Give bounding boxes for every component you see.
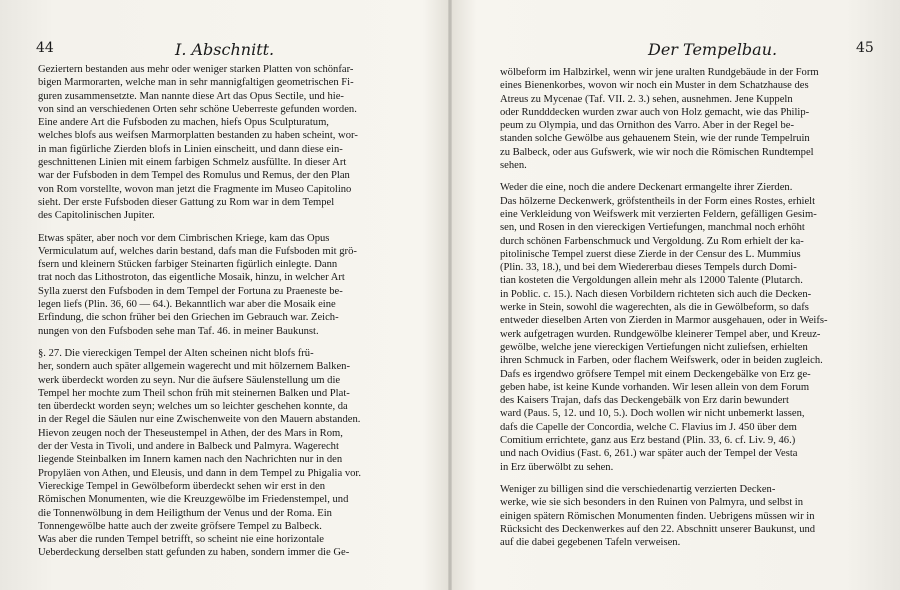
text-line: die Tonnenwölbung in dem Heiligthum der Venus und der Roma. Ein	[38, 507, 332, 519]
right-page	[452, 0, 900, 590]
text-line: liegende Steinbalken im Innern kamen nach den Nachrichten nur in den	[38, 454, 343, 466]
text-line: Erfindung, die schon früher bei den Griechen im Gebrauch war. Zeich-	[38, 312, 339, 324]
text-line: Dafs es irgendwo gröfsere Tempel mit einem Deckengebälke von Erz ge-	[500, 368, 811, 380]
text-line: Geziertern bestanden aus mehr oder weniger starken Platten von schönfar-	[38, 64, 354, 75]
text-line: sen, und Rosen in den viereckigen Vertiefungen, manchmal noch erhöht	[500, 222, 805, 234]
text-line: her, sondern auch später allgemein wagerecht und mit hölzernem Balken-	[38, 361, 350, 373]
text-line: Ueberdeckung derselben statt gefunden zu haben, sondern immer die Ge-	[38, 547, 350, 559]
text-line: nungen von den Fufsboden sehe man Taf. 46. in meiner Baukunst.	[38, 325, 319, 337]
text-line: (Plin. 33, 18.), und bei dem Wiedererbau dieses Tempels durch Domi-	[500, 262, 797, 274]
paragraph-gap	[38, 338, 406, 347]
text-line: einigen spätern Römischen Monumenten finden. Uebrigens müssen wir in	[500, 510, 815, 522]
text-line: Hievon zeugen noch der Theseustempel in Athen, der des Mars in Rom,	[38, 427, 343, 439]
paragraph-gap	[500, 172, 878, 181]
text-line: in man figürliche Zierden blofs in Linien einscheitt, und dann diese ein-	[38, 143, 343, 155]
text-line: Sylla zuerst den Fufsboden in dem Tempel der Fortuna zu Praeneste be-	[38, 285, 343, 297]
text-line: peum zu Olympia, und das Ornithon des Varro. Aber in der Regel be-	[500, 120, 795, 132]
text-line: trat noch das Lithostroton, das eigentliche Mosaik, hinzu, in welcher Art	[38, 272, 345, 284]
text-line: §. 27. Die viereckigen Tempel der Alten scheinen nicht blofs frü-	[38, 347, 314, 359]
text-line: in der Regel die Säulen nur eine Zwischenweite von den Mauern abstanden.	[38, 414, 361, 426]
text-line: geschnittenen Linien mit einem farbigen Schmelz ausfüllte. In dieser Art	[38, 157, 347, 169]
text-line: eine Verkleidung von Weifswerk mit verzierten Feldern, gefälligen Gesim-	[500, 208, 817, 220]
text-line: von sind an verschiedenen Orten sehr schöne Ueberreste gefunden worden.	[38, 103, 357, 115]
text-line: Vermiculatum auf, welches darin bestand, dafs man die Fufsboden mit grö-	[38, 245, 357, 257]
text-line: oder Rundddecken wurden zwar auch von Holz gemacht, wie das Philip-	[500, 106, 810, 118]
text-line: pitolinische Tempel zuerst diese Zierde in der Censur des L. Mummius	[500, 248, 801, 260]
text-line: des Capitolinischen Jupiter.	[38, 210, 155, 222]
text-line: werke in Stein, sowohl die wagerechten, als die in Gewölbeform, so dafs	[500, 302, 809, 314]
text-line: fsern und kleinern Stücken farbiger Steinarten figürlich einlegte. Dann	[38, 259, 338, 271]
text-line: in Poblic. c. 15.). Nach diesen Vorbildern richteten sich auch die Decken-	[500, 288, 812, 300]
text-line: standen solche Gewölbe aus gehauenem Stein, wie der runde Tempelruin	[500, 133, 810, 145]
text-line: werk aufgetragen wurden. Rundgewölbe kleinerer Tempel aber, und Kreuz-	[500, 328, 821, 340]
text-line: Comitium errichtete, ganz aus Erz bestand (Plin. 33, 6. cf. Liv. 9, 46.)	[500, 435, 796, 447]
right-page-text	[500, 66, 878, 549]
text-line: eines Bienenkorbes, wovon wir noch ein Muster in dem Schatzhause des	[500, 80, 809, 92]
text-line: von Rom vorstellte, wovon man jetzt die Fragmente im Museo Capitolino	[38, 183, 352, 195]
text-line: ward (Paus. 5, 12. und 10, 5.). Doch wollen wir nicht unbemerkt lassen,	[500, 408, 805, 420]
text-line: ihren Schmuck in Farben, oder flachem Weifswerk, oder in beiden zugleich.	[500, 355, 823, 367]
paragraph-gap	[38, 223, 406, 232]
text-line: Viereckige Tempel in Gewölbeform überdeckt sehen wir erst in den	[38, 480, 326, 492]
running-title: Der Tempelbau.	[648, 40, 778, 59]
text-line: dafs die Capelle der Concordia, welche C. Flavius im J. 450 über dem	[500, 421, 797, 433]
text-line: Weniger zu billigen sind die verschiedenartig verzierten Decken-	[500, 483, 776, 495]
text-line: auf die dabei gegebenen Tafeln verweisen.	[500, 537, 681, 549]
text-line: Römischen Monumenten, wie die Kreuzgewölbe im Friedenstempel, und	[38, 494, 349, 506]
text-line: Eine andere Art die Fufsboden zu machen, hiefs Opus Sculpturatum,	[38, 117, 329, 129]
text-line: in Erz überwölbt zu sehen.	[500, 461, 614, 473]
page-number-left: 44	[36, 40, 54, 56]
left-page	[0, 0, 448, 590]
text-line: wölbeform im Halbzirkel, wenn wir jene uralten Rundgebäude in der Form	[500, 67, 819, 78]
text-line: und nach Ovidius (Fast. 6, 261.) war später auch der Tempel der Vesta	[500, 448, 798, 460]
text-line: entweder dieselben Arten von Zierden in Marmor ausgehauen, oder in Weifs-	[500, 315, 828, 327]
text-line: Weder die eine, noch die andere Deckenart ermangelte ihrer Zierden.	[500, 182, 793, 194]
paragraph-gap	[500, 474, 878, 483]
text-line: war der Fufsboden in dem Tempel des Romulus und Remus, der den Plan	[38, 170, 350, 182]
text-line: sieht. Der erste Fufsboden dieser Gattung zu Rom war in dem Tempel	[38, 196, 335, 208]
left-page-text	[38, 63, 406, 560]
text-line: durch schönen Farbenschmuck und Vergoldung. Zu Rom erhielt der ka-	[500, 235, 804, 247]
text-line: guren zusammensetzte. Man nannte diese Art das Opus Sectile, und hie-	[38, 90, 344, 102]
text-line: Tempel her mochte zum Theil schon früh mit steinernen Balken und Plat-	[38, 387, 350, 399]
section-header: I. Abschnitt.	[175, 40, 275, 59]
text-line: bigen Marmorarten, welche man in sehr mannigfaltigen geometrischen Fi-	[38, 77, 354, 89]
text-line: Atreus zu Mycenae (Taf. VII. 2. 3.) sehen, ausnehmen. Jene Kuppeln	[500, 93, 793, 105]
text-line: sehen.	[500, 160, 527, 172]
text-line: Tonnengewölbe hatte auch der zweite gröfsere Tempel zu Balbeck.	[38, 520, 322, 532]
text-line: werk überdeckt worden zu seyn. Nur die äufsere Säulenstellung um die	[38, 374, 341, 386]
text-line: legen liefs (Plin. 36, 60 — 64.). Bekanntlich war aber die Mosaik eine	[38, 299, 336, 311]
text-line: welches blofs aus weifsen Marmorplatten bestanden zu haben scheint, wor-	[38, 130, 358, 142]
text-line: Etwas später, aber noch vor dem Cimbrischen Kriege, kam das Opus	[38, 232, 330, 244]
text-line: geben habe, ist keine Kunde vorhanden. Wir lesen allein von dem Forum	[500, 381, 810, 393]
text-line: gewölbe, welche jene viereckigen Vertiefungen nicht zuliefsen, erhielten	[500, 341, 808, 353]
text-line: Rücksicht des Deckenwerkes auf den 22. Abschnitt unserer Baukunst, und	[500, 523, 816, 535]
page-number-right: 45	[856, 40, 874, 56]
text-line: werke, wie sie sich besonders in den Ruinen von Palmyra, und selbst in	[500, 497, 804, 509]
text-line: Das hölzerne Deckenwerk, gröfstentheils in der Form eines Rostes, erhielt	[500, 195, 816, 207]
text-line: ten überdeckt worden seyn; welches um so leichter geschehen konnte, da	[38, 401, 348, 413]
text-line: des Kaisers Trajan, dafs das Deckengebälk von Erz darin bewundert	[500, 395, 789, 407]
text-line: Propyläen von Athen, und Eleusis, und dann in dem Tempel zu Phigalia vor.	[38, 467, 362, 479]
text-line: der der Vesta in Tivoli, und andere in Balbeck und Palmyra. Wagerecht	[38, 441, 339, 453]
text-line: tian kosteten die Vergoldungen allein mehr als 12000 Talente (Plutarch.	[500, 275, 803, 287]
text-line: zu Balbeck, oder aus Gufswerk, wie wir noch die Römischen Rundtempel	[500, 146, 814, 158]
text-line: Was aber die runden Tempel betrifft, so scheint nie eine horizontale	[38, 534, 325, 546]
